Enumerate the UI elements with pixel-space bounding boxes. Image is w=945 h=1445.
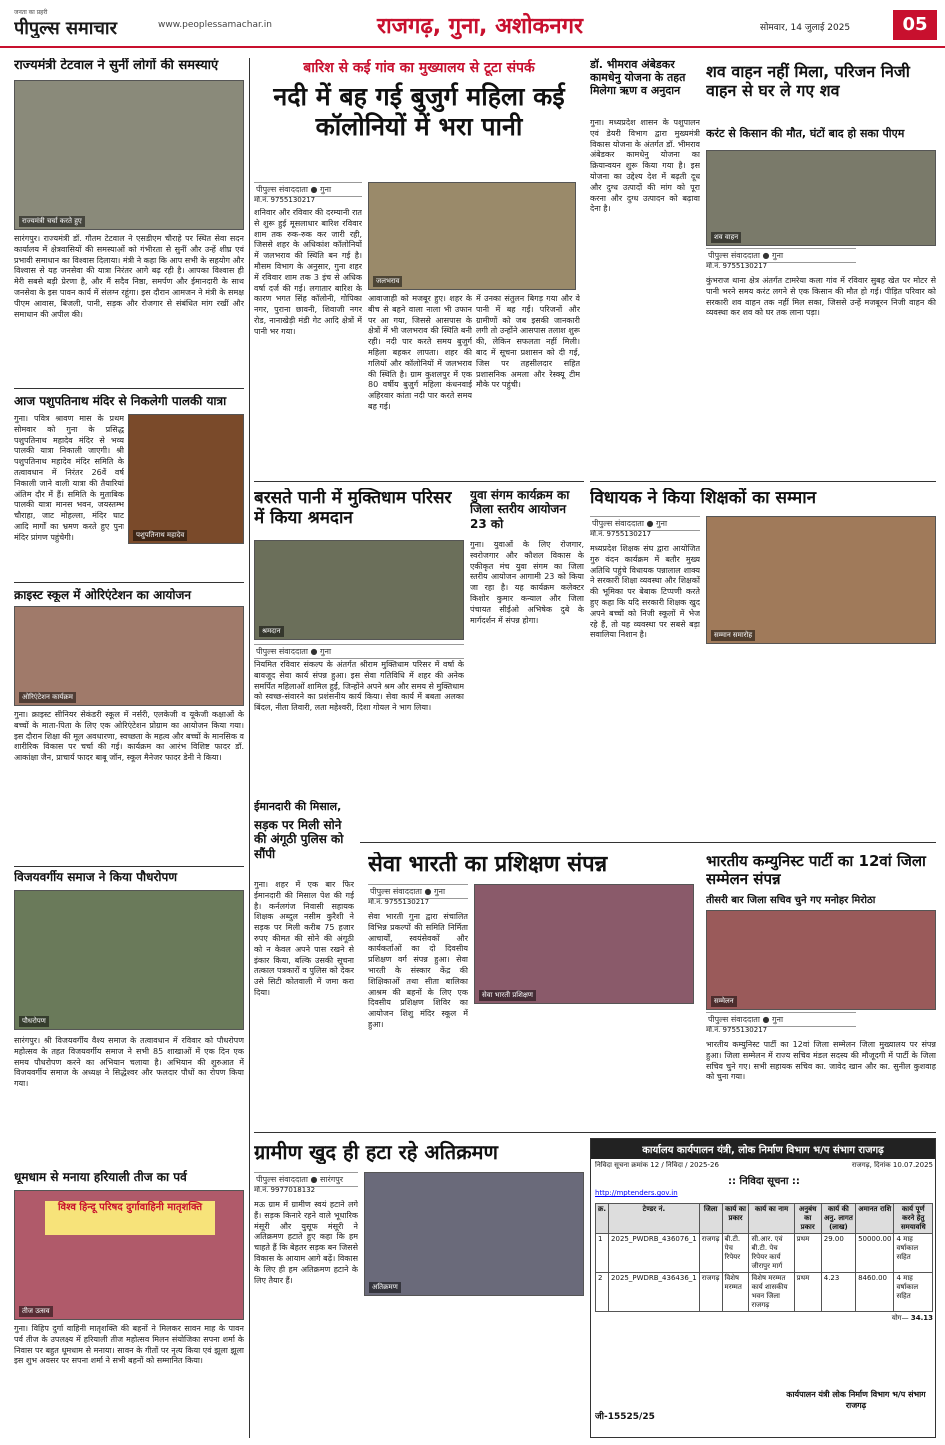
photo-sevabharti	[474, 884, 694, 1004]
headline-cpi: भारतीय कम्युनिस्ट पार्टी का 12वां जिला सम्मेलन संपन्न	[706, 852, 926, 888]
headline-ambedkar: डॉ. भीमराव अंबेडकर कामधेनु योजना के तहत मिलेगा ऋण व अनुदान	[590, 58, 686, 98]
body-nadi-1: शनिवार और रविवार की दरम्यानी रात से शुरू हुई मूसलाधार बारिश रविवार शाम तक रुक-रुक कर जारी रही, जिससे शहर के अधिकांश कॉलोनियों में जलभराव की स्थिति बन गई है। मौसम विभाग के अनुसार, गुना शहर में रविवार शाम तक 3 इंच से अधिक वर्षा दर्ज की गई। लगातार बारिश के कारण भगत सिंह कॉलोनी, गोपिका नगर, पुराना छावनी, शिवाजी नगर रोड, नानाखेड़ी मंडी गेट आदि क्षेत्रों में पानी भर गया।	[254, 208, 362, 336]
divider	[254, 1132, 936, 1133]
photo-caption: श्रमदान	[259, 626, 284, 637]
photo-atikraman	[364, 1172, 584, 1296]
body-nadi-2: आवाजाही को मजबूर हुए। शहर के बीच से बहने वाला नाला भी उफान पर आ गया, जिससे आसपास के क्षेत्रों में भी जलभराव की स्थिति बनी रही। नदी पार करते समय बुजुर्ग महिला बहकर लापता। शहर की गलियों और कॉलोनियों में जलभराव की स्थिति है। ग्राम कुशलपुर में एक 80 वर्षीय बुजुर्ग महिला कंधनवाई अहिरवार कांता नदी पार करते समय बह गई।	[368, 294, 472, 411]
headline-sevabharti: सेवा भारती का प्रशिक्षण संपन्न	[368, 852, 608, 877]
tender-signer: कार्यपालन यंत्री लोक निर्माण विभाग भ/प संभाग राजगढ़	[786, 1390, 926, 1410]
tender-column-header: जिला	[699, 1204, 722, 1234]
tender-total	[595, 1314, 933, 1323]
tender-column-header: अनुबंध का प्रकार	[794, 1204, 821, 1234]
headline-atikraman: ग्रामीण खुद ही हटा रहे अतिक्रमण	[254, 1140, 498, 1164]
headline-vijayvargiya: विजयवर्गीय समाज ने किया पौधरोपण	[14, 870, 178, 884]
photo-teej	[14, 1190, 244, 1320]
body-nadi-3: में उनका संतुलन बिगड़ गया और वे पानी में बह गईं। परिजनों और ग्रामीणों को जब इसकी जानकारी लगी तो उन्होंने आसपास तलाश शुरू की, लेकिन सफलता नहीं मिली। बाद में सूचना प्रशासन को दी गई, जिस पर तहसीलदार सहित प्रशासनिक अमला और रेस्क्यू टीम मौके पर पहुंची।	[476, 294, 580, 390]
divider	[14, 388, 244, 389]
byline-muktidham: पीपुल्स संवाददाता ● गुना	[254, 644, 464, 659]
headline-muktidham: बरसते पानी में मुक्तिधाम परिसर में किया श्रमदान	[254, 488, 452, 529]
body-imandari: गुना। शहर में एक बार फिर ईमानदारी की मिसाल पेश की गई है। कर्नलगंज निवासी सहायक शिक्षक अब्दुल नसीम कुरैशी ने सड़क पर मिली करीब 75 हजार रुपए कीमत की सोने की अंगूठी को न केवल अपने पास रखने से इंकार किया, बल्कि उसकी सूचना तत्काल पत्रकारों व पुलिस को देकर उसे सिटी कोतवाली में जमा करा दिया।	[254, 880, 354, 997]
tender-column-header: कार्य की अनु. लागत (लाख)	[821, 1204, 855, 1234]
headline-imandari: सड़क पर मिली सोने की अंगूठी पुलिस को सौंपी	[254, 818, 344, 861]
table-row	[596, 1273, 933, 1312]
photo-caption: सेवा भारती प्रशिक्षण	[479, 990, 536, 1001]
table-cell: 4 माह वर्षाकाल सहित	[894, 1273, 933, 1312]
headline-palki: आज पशुपतिनाथ मंदिर से निकलेगी पालकी यात्रा	[14, 394, 227, 408]
divider	[14, 866, 244, 867]
mobile-shavvahan: मो.नं. 9755130217	[706, 262, 768, 270]
tender-column-header: अमानत राशि	[856, 1204, 894, 1234]
tender-total-label: योग—	[891, 1314, 909, 1322]
photo-muktidham	[254, 540, 464, 640]
column-left	[14, 58, 244, 1438]
tender-column-header: कार्य का नाम	[749, 1204, 794, 1234]
divider	[360, 842, 936, 843]
table-row	[596, 1234, 933, 1273]
sub-cpi: तीसरी बार जिला सचिव चुने गए मनोहर मिरोठा	[706, 895, 876, 906]
byline-sevabharti: पीपुल्स संवाददाता ● गुना	[368, 884, 468, 899]
body-rajyamantri: सारंगपुर। राज्यमंत्री डॉ. गौतम टेटवाल ने एसडीएम चौराहे पर स्थित सेवा सदन कार्यालय में क्षेत्रवासियों की समस्याओं को गंभीरता से सुनीं और उन्हें शीघ्र एवं प्रभावी समाधान का विश्वास दिलाया। मंत्री ने कहा कि आप सभी के सहयोग और विश्वास से यह जनसेवा की यात्रा निरंतर आगे बढ़ रही है। आपका विश्वास ही मेरी सबसे बड़ी प्रेरणा है, और मैं सदैव निष्ठा, समर्पण और ईमानदारी के साथ जनसेवा के इस पावन कार्य में संलग्न रहूंगा। इस दौरान आमजन ने मंत्री के समक्ष पीएम आवास, बिजली, पानी, सड़क और रोजगार से संबंधित मांग रखीं और समाधान की अपील की।	[14, 234, 244, 319]
tender-department: कार्यालय कार्यपालन यंत्री, लोक निर्माण विभाग भ/प संभाग राजगढ़	[591, 1139, 935, 1159]
mobile-sevabharti: मो.नं. 9755130217	[368, 898, 430, 906]
photo-caption: सम्मान समारोह	[711, 630, 755, 641]
table-cell: प्रथम	[794, 1234, 821, 1273]
table-cell: 2025_PWDRB_436076_1	[609, 1234, 700, 1273]
sub-shavvahan: करंट से किसान की मौत, घंटों बाद हो सका पीएम	[706, 127, 905, 140]
photo-cpi	[706, 910, 936, 1010]
mobile-atikraman: मो.नं. 9977018132	[254, 1186, 316, 1194]
page-number: 05	[893, 10, 937, 40]
divider	[14, 582, 244, 583]
photo-caption: सम्मेलन	[711, 996, 737, 1007]
table-cell: विशेष मरम्मत	[722, 1273, 749, 1312]
newspaper-logo	[14, 8, 154, 38]
photo-caption: तीज उत्सव	[19, 1306, 53, 1317]
tender-column-header: कार्य पूर्ण करने हेतु समयावधि	[894, 1204, 933, 1234]
byline-vidhayak: पीपुल्स संवाददाता ● गुना	[590, 516, 700, 531]
tender-site-link[interactable]: http://mptenders.gov.in	[595, 1189, 678, 1197]
photo-christ	[14, 606, 244, 706]
masthead	[0, 0, 945, 48]
tender-notice	[590, 1138, 936, 1438]
table-cell: 50000.00	[856, 1234, 894, 1273]
body-vidhayak: मध्यप्रदेश शिक्षक संघ द्वारा आयोजित गुरु वंदन कार्यक्रम में बतौर मुख्य अतिथि पहुंचे विधायक पन्नालाल शाक्य ने सरकारी शिक्षा व्यवस्था और शिक्षकों की भूमिका पर बेबाक टिप्पणी करते हुए कहा कि यदि सरकारी शिक्षक खुद अपने बच्चों को निजी स्कूलों में भेज रहे हैं, तो यह व्यवस्था पर सबसे बड़ा सवालिया निशान है।	[590, 544, 700, 640]
divider	[254, 481, 584, 482]
issue-date: सोमवार, 14 जुलाई 2025	[760, 23, 851, 33]
table-cell: 2025_PWDRB_436436_1	[609, 1273, 700, 1312]
column-divider	[249, 58, 250, 1438]
tender-date: राजगढ़, दिनांक 10.07.2025	[851, 1161, 933, 1169]
table-cell: राजगढ़	[699, 1273, 722, 1312]
tender-column-header: टेण्डर नं.	[609, 1204, 700, 1234]
tender-title: :: निविदा सूचना ::	[728, 1176, 800, 1187]
table-cell: 2	[596, 1273, 609, 1312]
body-christ: गुना। क्राइस्ट सीनियर सेकंडरी स्कूल में नर्सरी, एलकेजी व यूकेजी कक्षाओं के बच्चों के माता-पिता के लिए एक ओरिएंटेशन प्रोग्राम का आयोजन किया गया। इस दौरान शिक्षा की मूल अवधारणा, स्वच्छता के महत्व और बच्चों के मानसिक व शारीरिक विकास पर चर्चा की गई। कार्यक्रम का आरंभ विशिष्ट फादर डॉ. आकांक्षा जैन, प्राचार्य फादर बाबू जॉन, स्कूल मैनेजर फादर डेनी ने किया।	[14, 710, 244, 763]
photo-rajyamantri	[14, 80, 244, 230]
body-sevabharti: सेवा भारती गुना द्वारा संचालित विभिन्न प्रकल्पों की समिति निर्मिता आचार्यों, स्वयंसेवकों और कार्यकर्ताओं का दो दिवसीय प्रशिक्षण वर्ग संपन्न हुआ। सेवा भारती के संस्कार केंद्र की शिक्षिकाओं तथा सीता बालिका आश्रम की बहनों के लिए एक दिवसीय प्रशिक्षण शिविर का आयोजन शिशु मंदिर स्कूल में हुआ।	[368, 912, 468, 1029]
table-cell: सी.आर. एवं बी.टी. पेच रिपेयर कार्य जीरापुर मार्ग	[749, 1234, 794, 1273]
body-palki: गुना। पवित्र श्रावण मास के प्रथम सोमवार को गुना के प्रसिद्ध पशुपतिनाथ महादेव मंदिर से भव्य पालकी यात्रा निकाली जाएगी। श्री पशुपतिनाथ महादेव मंदिर समिति के तत्वावधान में निरंतर 26वें वर्ष निकाली जाने वाली यात्रा की तैयारियां अंतिम दौर में हैं। समिति के मुताबिक पालकी यात्रा मानस भवन, जयस्तम्भ चौराहा, जाट मोहल्ला, मंदिर घाट आदि मार्गों का भ्रमण करते हुए पुनः मंदिर प्रांगण पहुंचेगी।	[14, 414, 124, 542]
kicker-imandari: ईमानदारी की मिसाल,	[254, 800, 342, 813]
photo-palki	[128, 414, 244, 544]
photo-caption: पौधरोपण	[19, 1016, 49, 1027]
body-vijayvargiya: सारंगपुर। श्री विजयवर्गीय वैश्य समाज के तत्वावधान में रविवार को पौधरोपण महोत्सव के तहत विजयवर्गीय समाज ने सभी 85 शाखाओं में एक दिन एक समय पौधरोपण करने का अभियान चलाया है। अभियान की शुरुआत में विजयवर्गीय समाज के अध्यक्ष ने सिद्धेश्वर और फलदार पौधों का रोपण किया गया।	[14, 1036, 244, 1089]
article-ambedkar	[590, 58, 700, 478]
byline-atikraman: पीपुल्स संवाददाता ● सारंगपुर	[254, 1172, 358, 1187]
headline-christ: क्राइस्ट स्कूल में ओरिएंटेशन का आयोजन	[14, 588, 192, 602]
body-teej: गुना। विहिप दुर्गा वाहिनी मातृशक्ति की बहनों ने मिलकर सावन माह के पावन पर्व तीज के उपलक्ष्य में हरियाली तीज महोत्सव मिलन संयोजिका सपना शर्मा के निवास पर बहुत धूमधाम से मनाया। सावन के गीतों पर नृत्य किया एवं झूला झूला इस शुभ अवसर पर सपना शर्मा ने सभी बहनों को सम्मानित किया।	[14, 1324, 244, 1366]
byline-cpi: पीपुल्स संवाददाता ● गुना	[706, 1012, 856, 1027]
mobile-nadi: मो.नं. 9755130217	[254, 196, 316, 204]
photo-vijayvargiya	[14, 890, 244, 1030]
table-cell: 4 माह वर्षाकाल सहित	[894, 1234, 933, 1273]
photo-shavvahan	[706, 150, 936, 246]
headline-vidhayak: विधायक ने किया शिक्षकों का सम्मान	[590, 488, 817, 508]
table-cell: 1	[596, 1234, 609, 1273]
logo-text: पीपुल्स समाचार	[14, 18, 117, 38]
tender-total-value: 34.13	[910, 1314, 933, 1322]
photo-caption: पशुपतिनाथ महादेव	[133, 530, 187, 541]
table-cell: राजगढ़	[699, 1234, 722, 1273]
headline-rajyamantri: राज्यमंत्री टेटवाल ने सुनीं लोगों की समस्याएं	[14, 58, 219, 73]
photo-caption: अतिक्रमण	[369, 1282, 401, 1293]
table-cell: 8460.00	[856, 1273, 894, 1312]
table-cell: बी.टी. पेच रिपेयर	[722, 1234, 749, 1273]
tender-column-header: क्र.	[596, 1204, 609, 1234]
photo-flood	[368, 182, 576, 290]
headline-shavvahan: शव वाहन नहीं मिला, परिजन निजी वाहन से घर ले गए शव	[706, 62, 910, 101]
tender-table-wrap	[595, 1203, 933, 1353]
body-muktidham: नियमित रविवार संकल्प के अंतर्गत श्रीराम मुक्तिधाम परिसर में वर्षा के बावजूद सेवा कार्य संपन्न हुआ। इस सेवा गतिविधि में शहर की अनेक समर्पित महिलाओं शामिल हुईं, जिन्होंने अपने श्रम और समय से मुक्तिधाम को स्वच्छ-संवारने का प्रशंसनीय कार्य किया। सेवा कार्य में बबता अलका बिंदल, नीता तिवारी, लता महेश्वरी, दिशा गोयल ने भाग लिया।	[254, 660, 464, 713]
table-cell: प्रथम	[794, 1273, 821, 1312]
tender-header-row	[596, 1204, 933, 1234]
headline-nadi: नदी में बह गई बुजुर्ग महिला कई कॉलोनियों में भरा पानी	[273, 82, 565, 141]
headline-yuva: युवा संगम कार्यक्रम का जिला स्तरीय आयोजन 23 को	[470, 488, 570, 531]
divider	[590, 481, 936, 482]
photo-caption: ओरिएंटेशन कार्यक्रम	[19, 692, 76, 703]
logo-tagline: जनता का प्रहरी	[14, 9, 48, 16]
mobile-cpi: मो.नं. 9755130217	[706, 1026, 768, 1034]
body-ambedkar: गुना। मध्यप्रदेश शासन के पशुपालन एवं डेयरी विभाग द्वारा मुख्यमंत्री विकास योजना के अंतर्गत डॉ. भीमराव अंबेडकर कामधेनु योजना का क्रियान्वयन शुरू किया गया है। इस योजना का उद्देश्य देश में बढ़ती दूध और दुग्ध उत्पादों की मांग को पूरा करना और दुग्ध उत्पादन को बढ़ावा देना है।	[590, 118, 700, 214]
kicker-nadi: बारिश से कई गांव का मुख्यालय से टूटा संपर्क	[303, 60, 535, 76]
tender-table	[595, 1203, 933, 1312]
byline-nadi: पीपुल्स संवाददाता ● गुना	[254, 182, 362, 197]
body-yuva: गुना। युवाओं के लिए रोजगार, स्वरोजगार और कौशल विकास के एकीकृत मंच युवा संगम का जिला स्तरीय आयोजन आगामी 23 को किया जा रहा है। यह कार्यक्रम कलेक्टर किशोर कुमार कन्याल और जिला पंचायत सीईओ अभिषेक दुबे के मार्गदर्शन में संपन्न होगा।	[470, 540, 584, 625]
table-cell: 29.00	[821, 1234, 855, 1273]
mobile-vidhayak: मो.नं. 9755130217	[590, 530, 652, 538]
table-cell: 4.23	[821, 1273, 855, 1312]
tender-number: निविदा सूचना क्रमांक 12 / निविदा / 2025-26	[595, 1161, 719, 1169]
body-atikraman: मऊ ग्राम में ग्रामीण स्वयं हटाने लगे हैं। सड़क किनारे रहने वाले भूधारिक मंसूरी और युसूफ मंसूरी ने अतिक्रमण हटाते हुए कहा कि हम चाहते हैं कि बेहतर सड़क बन जिससे विकास के आयाम आगे बढ़ें। विकास के लिए ही हम अतिक्रमण हटाने के लिए तैयार हैं।	[254, 1200, 358, 1285]
body-cpi: भारतीय कम्युनिस्ट पार्टी का 12वां जिला सम्मेलन जिला मुख्यालय पर संपन्न हुआ। जिला सम्मेलन में राज्य सचिव मंडल सदस्य की मौजूदगी में पार्टी के जिला सचिव चुने गए। सभी सहायक सचिव का. जावेद खान और का. सुनील कुशवाह को चुना गया।	[706, 1040, 936, 1082]
photo-caption: राज्यमंत्री चर्चा करते हुए	[19, 216, 85, 227]
byline-shavvahan: पीपुल्स संवाददाता ● गुना	[706, 248, 856, 263]
body-shavvahan: कुंभराज थाना क्षेत्र अंतर्गत टामरेया कला गांव में रविवार सुबह खेत पर मोटर से पानी भरने समय करंट लगने से एक किसान की मौत हो गई। पीड़ित परिवार को सरकारी शव वाहन तक नहीं मिल सका, जिससे उन्हें मजबूरन निजी वाहन की व्यवस्था कर शव को घर तक लाना पड़ा।	[706, 276, 936, 318]
teej-banner: विश्व हिन्दू परिषद दुर्गावाहिनी मातृशक्ति	[45, 1201, 215, 1235]
photo-caption: शव वाहन	[711, 232, 741, 243]
region-title: राजगढ़, गुना, अशोकनगर	[376, 14, 584, 39]
headline-teej: धूमधाम से मनाया हरियाली तीज का पर्व	[14, 1170, 187, 1184]
photo-vidhayak	[706, 516, 936, 644]
tender-footer-number: जी-15525/25	[595, 1412, 655, 1422]
site-url[interactable]: www.peoplessamachar.in	[158, 20, 272, 30]
table-cell: विशेष मरम्मत कार्य शासकीय भवन जिला राजगढ़	[749, 1273, 794, 1312]
photo-caption: जलभराव	[373, 276, 402, 287]
tender-column-header: कार्य का प्रकार	[722, 1204, 749, 1234]
